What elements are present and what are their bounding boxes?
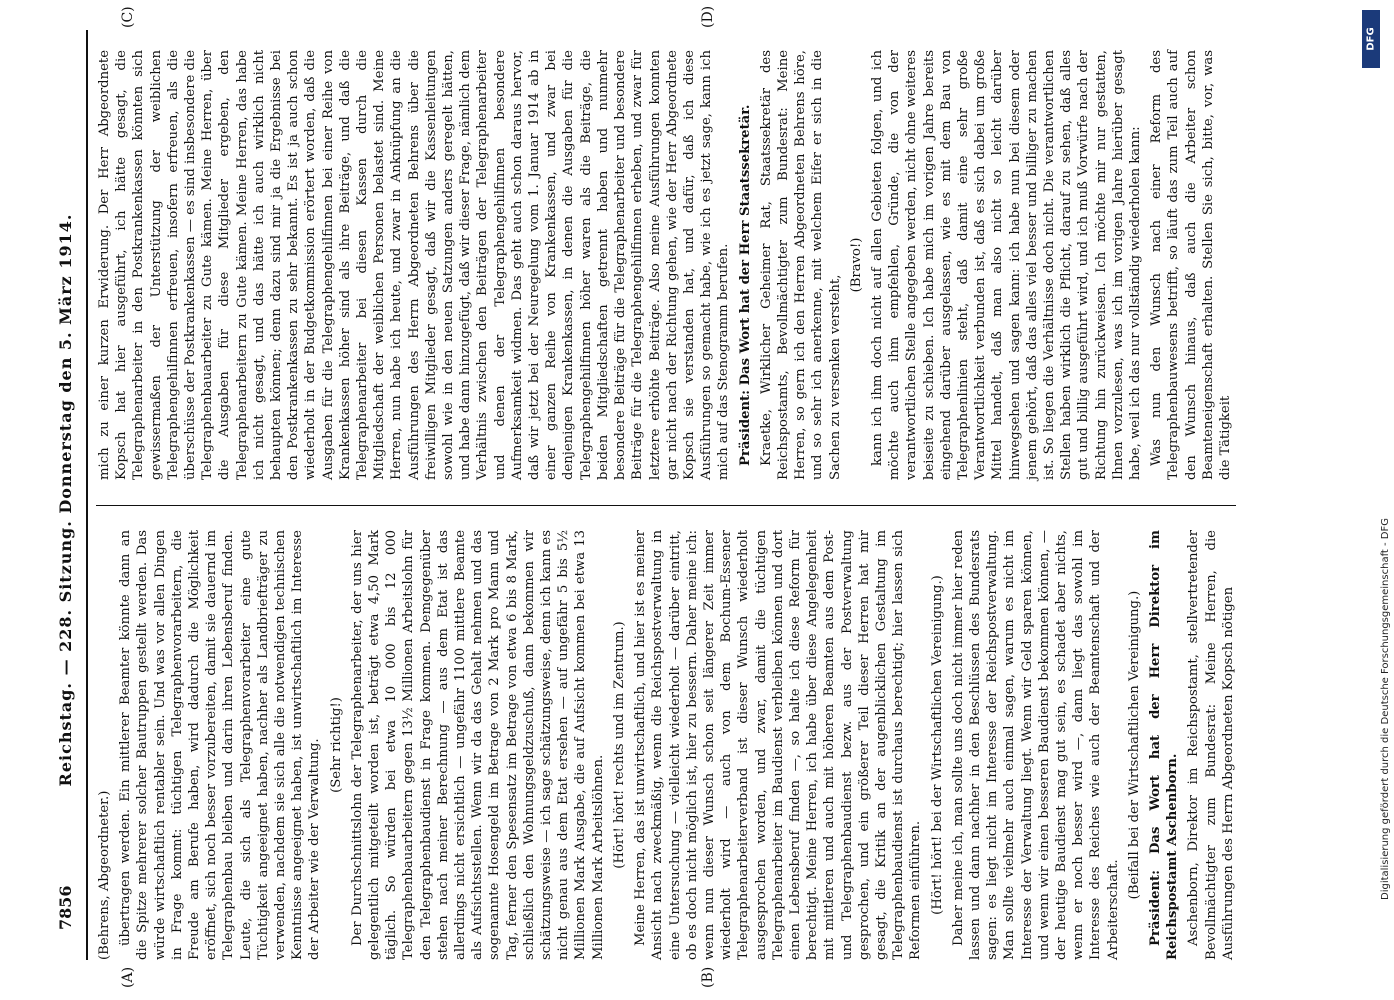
paragraph: Daher meine ich, man sollte uns doch nicht immer hier reden lassen und dann nachher in den Beschlüssen des Bundesrats sagen: es liegt nicht im Interesse der Reichspostverwaltung. Man sollte vielmehr auch einmal sagen, warum es nicht im Interesse der Verwaltung liegt. Wenn wir Geld sparen können, und wenn wir einen besseren Baudienst bekommen können, — der heutige Baudienst mag gut sein, es schadet aber nichts, wenn er noch besser wird —, dann liegt das sowohl im Interesse des Reiches wie auch der Beamtenschaft und der Arbeiterschaft. [950,530,1121,960]
column-divider [96,505,1236,506]
interjection: (Hört! hört! bei der Wirtschaftlichen Vereinigung.) [929,575,945,915]
quoted-paragraph: Was nun den Wunsch nach einer Reform des Telegraphenbauwesens betrifft, so läuft das zum Teil auch auf den Wunsch hinaus, daß auch die Arbeiter schon Beamteneigenschaft erhalten. Stellen Sie sich, bitte, vor, was die Tätigkeit [1149,50,1233,480]
left-column [96,530,1241,960]
margin-letter-a: (A) [120,966,136,988]
speaker-note: (Behrens, Abgeordneter.) [97,790,112,960]
speaker-paragraph: Aschenborn, Direktor im Reichspostamt, stellvertretender Bevollmächtigter zum Bundesrat: Meine Herren, die Ausführungen des Herrn Abgeordneten Kopsch nötigen [1186,530,1236,960]
margin-letter-d: (D) [700,5,716,28]
paragraph: kann ich ihm doch nicht auf allen Gebieten folgen, und ich möchte auch ihm empfehlen, Gründe, die von der verantwortlichen Stelle angegeben werden, nicht ohne weiteres beiseite zu schieben. Ich habe mich im vorigen Jahre bereits eingehend darüber ausgelassen, wie es mit dem Bau von Telegraphenlinien steht, daß damit eine sehr große Verantwortlichkeit verbunden ist, daß es sich dabei um große Mittel handelt, daß man also nicht so leicht darüber hinwegsehen und sagen kann: ich habe nun bei diesem oder jenem gehört, daß das alles viel besser und billiger zu machen ist. So liegen die Verhältnisse doch nicht. Die verantwortlichen Stellen haben wirklich die Pflicht, darauf zu sehen, daß alles gut und billig ausgeführt wird, und ich muß Vorwürfe nach der Richtung hin zurückweisen. Ich möchte mir nur gestatten, Ihnen vorzulesen, was ich im vorigen Jahre hierüber gesagt habe, weil ich das nur vollständig wiederholen kann: [869,49,1143,480]
digitization-credit: Digitalisierung gefördert durch die Deutsche Forschungsgemeinschaft - DFG [1380,517,1391,900]
margin-letter-c: (C) [120,6,136,28]
speaker-paragraph: Kraetke, Wirklicher Geheimer Rat, Staatssekretär des Reichspostamts, Bevollmächtigter zum Bundesrat: Meine Herren, so gern ich den Herren Abgeordneten Behrens höre, und so sehr ich anerkenne, mit welchem Eifer er sich in die Sachen zu versenken versteht, [758,50,843,480]
interjection: (Bravo!) [848,237,864,293]
paragraph: mich zu einer kurzen Erwiderung. Der Herr Abgeordnete Kopsch hat hier ausgeführt, ich hätte gesagt, die Telegraphenarbeiter in den Postkrankenkassen könnten sich gewissermaßen der Unterstützung der weiblichen Telegraphengehilfinnen erfreuen, insofern erfreuen, als die überschüsse der Postkrankenkassen — es sind insbesondere die Telegraphenbauarbeiter zu Gute kämen. Meine Herren, über die Ausgaben für diese Mitglieder ergeben, den Telegraphenarbeitern zu Gute kämen. Meine Herren, das habe ich nicht gesagt, und das hätte ich auch wirklich nicht behaupten können; denn dazu sind mir ja die Ergebnisse bei den Postkrankenkassen zu sehr bekannt. Es ist ja auch schon wiederholt in der Budgetkommission erörtert worden, daß die Ausgaben für die Telegraphengehilfinnen bei einer Reihe von Krankenkassen höher sind als ihre Beiträge, und daß die Telegraphenarbeiter bei diesen Kassen durch die Mitgliedschaft der weiblichen Personen belastet sind. Meine Herren, nun habe ich heute, und zwar in Anknüpfung an die Ausführungen des Herrn Abgeordneten Behrens über die freiwilligen Mitglieder gesagt, daß wir die Kassenleitungen sowohl wie in den neuen Satzungen anders geregelt hätten, und habe dann hinzugefügt, daß wir dieser Frage, nämlich dem Verhältnis zwischen den Beiträgen der Telegraphenarbeiter und denen der Telegraphengehilfinnen besondere Aufmerksamkeit widmen. Das geht auch schon daraus hervor, daß wir jetzt bei der Neuregelung vom 1. Januar 1914 ab in einer ganzen Reihe von Krankenkassen, und zwar bei denjenigen Krankenkassen, in denen die Ausgaben für die Telegraphengehilfinnen höher waren als die Beiträge, die beiden Mitgliedschaften getrennt haben und nunmehr besondere Beiträge für die Telegraphenarbeiter und besondere Beiträge für die Telegraphengehilfinnen erheben, und zwar für letztere erhöhte Beiträge. Also meine Ausführungen konnten gar nicht nach der Richtung gehen, wie der Herr Abgeordnete Kopsch sie verstanden hat, und dafür, daß ich diese Ausführungen so gemacht habe, wie ich es jetzt sage, kann ich mich auf das Stenogramm berufen. [97,50,732,480]
margin-letter-b: (B) [700,966,716,988]
running-title: Reichstag. — 228. Sitzung. Donnerstag den 5. März 1914. [56,213,75,787]
right-column [96,50,1238,480]
president-statement: Präsident: Das Wort hat der Herr Staatssekretär. [737,104,753,466]
page-number: 7856 [56,885,75,930]
president-statement: Präsident: Das Wort hat der Herr Direktor im Reichspostamt Aschenborn. [1147,530,1181,960]
paragraph: Der Durchschnittslohn der Telegraphenarbeiter, der uns hier gelegentlich mitgeteilt worden ist, beträgt etwa 4,50 Mark täglich. So würden bei etwa 10 000 bis 12 000 Telegraphenbauarbeitern gegen 13½ Millionen Arbeitslohn für den Telegraphenbaudienst in Frage kommen. Demgegenüber stehen nach meiner Berechnung — aus dem Etat ist das allerdings nicht ersichtlich — ungefähr 1100 mittlere Beamte als Aufsichtsstellen. Wenn wir da das Gehalt nehmen und das sogenannte Hosengeld im Betrage von 2 Mark pro Mann und Tag, ferner den Spesensatz im Betrage von etwa 6 bis 8 Mark, schließlich den Wohnungsgeldzuschuß, dann bekommen wir schätzungsweise — ich sage schätzungsweise, denn ich kann es nicht genau aus dem Etat ersehen — auf ungefähr 5 bis 5½ Millionen Mark Ausgabe, die auf Aufsicht kommen bei etwa 13 Millionen Mark Arbeitslöhnen. [349,530,606,960]
interjection: (Hört! hört! rechts und im Zentrum.) [611,621,627,869]
page-header [50,30,82,970]
interjection: (Sehr richtig!) [328,697,344,793]
paragraph: Meine Herren, das ist unwirtschaftlich, und hier ist es meiner Ansicht nach zweckmäßig, wenn die Reichspostverwaltung in eine Untersuchung — vielleicht wiederholt — darüber eintritt, ob es doch nicht möglich ist, hier zu bessern. Daher meine ich: wenn nun dieser Wunsch schon seit längerer Zeit immer wiederholt wird — auch von dem Bochum-Essener Telegraphenarbeiterverband ist dieser Wunsch wiederholt ausgesprochen worden, und zwar, damit die tüchtigen Telegraphenarbeiter im Baudienst verbleiben können und dort einen Lebensberuf finden —, so halte ich diese Reform für berechtigt. Meine Herren, ich habe über diese Angelegenheit mit mittleren und auch mit höheren Beamten aus dem Post- und Telegraphenbaudienst bezw. aus der Postverwaltung gesprochen, und ein größerer Teil dieser Herren hat mir gesagt, die Kritik an der augenblicklichen Gestaltung im Telegraphenbaudienst ist durchaus berechtigt; hier lassen sich Reformen einführen. [633,530,924,960]
paragraph: übertragen werden. Ein mittlerer Beamter könnte dann an die Spitze mehrerer solcher Bautruppen gestellt werden. Das würde wirtschaftlich rentabler sein. Und was vor allen Dingen in Frage kommt: tüchtigen Telegraphenvorarbeitern, die Freude am Berufe haben, wird dadurch die Möglichkeit eröffnet, sich noch besser vorzubereiten, damit sie dauernd im Telegraphenbau bleiben und darin ihren Lebensberuf finden. Leute, die sich als Telegraphenvorarbeiter eine gute Tüchtigkeit angeeignet haben, nachher als Landbriefträger zu verwenden, nachdem sie sich alle die notwendigen technischen Kenntnisse angeeignet haben, ist unwirtschaftlich im Interesse der Arbeiter wie der Verwaltung. [118,530,323,960]
interjection: (Beifall bei der Wirtschaftlichen Vereinigung.) [1126,590,1142,900]
header-rule [86,30,88,960]
dfg-logo: DFG [1362,10,1380,68]
